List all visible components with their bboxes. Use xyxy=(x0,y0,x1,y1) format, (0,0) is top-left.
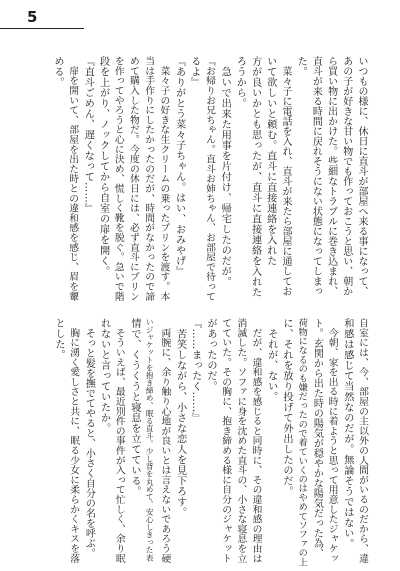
text-line: ろうから。 xyxy=(234,56,246,109)
text-line: に、それを放り投げて外出したのだ。 xyxy=(280,318,292,497)
text-line: 直斗が来る時間に戻れそうにない状態になってしまっ xyxy=(310,56,322,296)
text-line: 急いで出来た用事を片付け、帰宅したのだが。 xyxy=(219,56,231,287)
text-line: 情で、くうくうと寝息を立てている。 xyxy=(128,318,140,497)
text-line: 自室には、今、部屋の主以外の人間がいるのだから、違 xyxy=(357,318,368,563)
text-line: 菜々子に電話を入れ、直斗が来たら部屋に通してお xyxy=(279,56,291,296)
text-line: とした。 xyxy=(52,318,64,360)
text-line: 荷物になるのも嫌だったので着ていくのはやめてソファの上 xyxy=(296,318,308,567)
text-line: てていた。その胸に、抱き締める様に自分のジャケット xyxy=(220,318,232,563)
text-line: めて購入した物だ。今度の休日には、必ず直斗にプリン xyxy=(127,56,139,301)
text-line: だが、違和感を感じると同時に、その違和感の理由は xyxy=(250,318,262,563)
text-block-top xyxy=(51,56,369,302)
text-line: 消滅した。ソファに身を沈めた直斗の、小さな寝息を立 xyxy=(235,318,247,563)
text-line: ら買い物に出かけた。些細なトラブルに巻き込まれ、 xyxy=(325,56,337,296)
text-line: た。 xyxy=(295,56,307,77)
text-line: れないと言っていたか。 xyxy=(98,318,110,434)
text-line: 扉を開いて、部屋を出た時との違和感を感じ、眉を顰 xyxy=(67,56,79,301)
text-line: いて欲しいと頼む。直斗に直接連絡を入れた xyxy=(264,56,276,266)
text-line: 方が良いかとも思ったが、直斗に直接連絡を入れた xyxy=(249,56,261,298)
text-line: める。 xyxy=(51,56,63,88)
page-number: 5 xyxy=(27,8,38,26)
text-line: それが、ない。 xyxy=(265,318,277,402)
text-line: そっと髪を撫でてやると、小さく自分の名を呼ぶ。 xyxy=(83,318,95,558)
text-line: 和感は感じて当然なのだが。無論そうではない。 xyxy=(341,318,353,549)
text-line: いつもの様に、休日に直斗が部屋へ来る事になって、 xyxy=(356,56,367,296)
text-line: そういえば、最近別件の事件が入って忙しく、余り眠 xyxy=(113,318,125,563)
text-line: 段を上がり、ノックしてから自室の扉を開く。 xyxy=(97,56,109,277)
text-line: 『直斗ごめん、遅くなって……』 xyxy=(82,56,94,214)
text-line: るよ』 xyxy=(188,56,200,88)
text-line: いジャケットを抱き締め、眠る直斗。少し背を丸めて、安心しきった表 xyxy=(145,318,155,562)
text-line: 『お帰りお兄ちゃん。直斗お姉ちゃん、お部屋で待って xyxy=(203,56,215,301)
text-line: 菜々子の好きな生クリームの乗ったプリンを渡す。本 xyxy=(158,56,170,301)
text-line: 苦笑しながら、小さな恋人を見下ろす。 xyxy=(174,318,186,518)
text-line: あの子が好きな甘い物でも作っておこうと思い、朝か xyxy=(340,56,352,296)
header-rule xyxy=(0,28,84,29)
text-line: を作ってやろうと心に決め、慌しく靴を脱ぐ。急いで階 xyxy=(112,56,124,301)
text-line: 胸に湧く愛しさと共に、眠る少女に柔らかくキスを落 xyxy=(68,318,80,563)
text-line: ト。玄関から出た時の陽気が穏やかな陽気だった為、 xyxy=(311,318,323,558)
text-line: 『……まったく……』 xyxy=(189,318,201,423)
text-line: 両腕に、余り触り心地が良いとは言えないであろう硬 xyxy=(159,318,171,563)
text-line: 当は手作りにしたかったのだが、時間がなかったので諦 xyxy=(143,56,155,301)
text-block-bottom xyxy=(52,318,370,567)
text-line: 『ありがとう菜々子ちゃん。はい、おみやげ』 xyxy=(173,56,185,277)
text-line: があったのだ。 xyxy=(204,318,216,392)
text-line: 今朝、家を出る時に着ようと思って用意したジャケッ xyxy=(326,318,338,563)
